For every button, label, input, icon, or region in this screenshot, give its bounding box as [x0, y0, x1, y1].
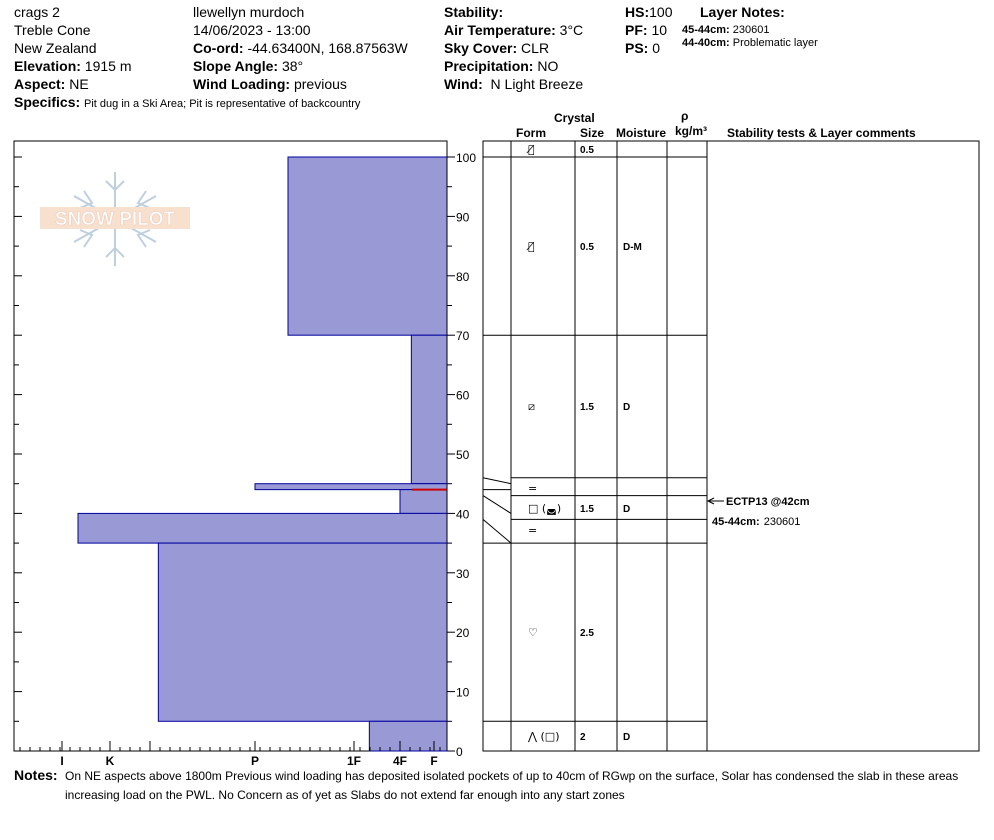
aspect-label: Aspect: — [14, 76, 66, 92]
hardness-tick-label: P — [250, 754, 260, 768]
snowpilot-logo — [40, 172, 190, 266]
hardness-bar — [158, 543, 447, 721]
depth-tick-label: 60 — [456, 388, 470, 403]
windload-label: Wind Loading: — [193, 76, 291, 92]
notes-label: Notes: — [14, 767, 58, 783]
sky-label: Sky Cover: — [444, 40, 518, 56]
precip-value: NO — [537, 58, 559, 74]
precip-label: Precipitation: — [444, 58, 534, 74]
slope-value: 38° — [281, 58, 304, 74]
hardness-bars — [78, 157, 447, 751]
hs-value: 100 — [649, 4, 673, 20]
specifics-value: Pit dug in a Ski Area; Pit is representative of backcountry — [84, 98, 361, 110]
depth-tick-label: 40 — [456, 507, 470, 522]
form-header: Form — [516, 126, 546, 140]
windload-value: previous — [293, 76, 347, 92]
hardness-bar — [411, 335, 447, 484]
table-row-lines — [483, 157, 707, 721]
moisture-header: Moisture — [616, 126, 667, 140]
moisture: D — [623, 402, 631, 413]
elevation-label: Elevation: — [14, 58, 81, 74]
layer-note-text: Problematic layer — [732, 37, 818, 49]
aspect-value: NE — [69, 76, 89, 92]
country: New Zealand — [14, 40, 97, 56]
moisture: D — [623, 732, 631, 743]
layer-comment-range: 45-44cm: — [712, 516, 760, 528]
size-header: Size — [580, 126, 605, 140]
wind-value: N Light Breeze — [490, 76, 584, 92]
hs-label: HS: — [625, 4, 650, 20]
hardness-bar — [400, 490, 447, 514]
hardness-bar — [369, 721, 447, 751]
depth-tick-label: 90 — [456, 210, 470, 225]
coord-label: Co-ord: — [193, 40, 244, 56]
moisture: D — [623, 504, 631, 515]
depth-tick-label: 70 — [456, 329, 470, 344]
layer-comment — [712, 516, 800, 528]
ps-value: 0 — [652, 40, 661, 56]
pf-label: PF: — [625, 22, 648, 38]
sky-value: CLR — [521, 40, 550, 56]
airtemp-label: Air Temperature: — [444, 22, 556, 38]
grain-size: 1.5 — [580, 504, 594, 515]
specifics-label: Specifics: — [14, 94, 81, 110]
pf-value: 10 — [651, 22, 668, 38]
grain-form-icon: ⦿̸ — [528, 240, 535, 253]
stability-test: ECTP13 @42cm — [726, 496, 810, 508]
hardness-bar — [78, 513, 447, 543]
layer-note-range: 44-40cm: — [682, 37, 730, 49]
crystal-header: Crystal — [554, 111, 595, 125]
stability-test-marker — [708, 496, 810, 508]
grain-size: 1.5 — [580, 402, 594, 413]
coord-value: -44.63400N, 168.87563W — [247, 40, 408, 56]
comments-header: Stability tests & Layer comments — [727, 126, 916, 140]
layer-comment-text: 230601 — [763, 516, 801, 528]
table-connector — [483, 496, 511, 514]
depth-tick-label: 100 — [456, 151, 477, 165]
grain-form-icon: ⧄ — [528, 400, 535, 413]
hardness-tick-label: 4F — [392, 754, 408, 768]
ps-label: PS: — [625, 40, 649, 56]
grain-size: 0.5 — [580, 242, 594, 253]
airtemp-value: 3°C — [559, 22, 584, 38]
area-name: Treble Cone — [14, 22, 91, 38]
grain-form-icon: □ (◛) — [528, 502, 562, 515]
grain-form-icon: ♡ — [528, 626, 538, 639]
grain-size: 2 — [580, 732, 586, 743]
observer: llewellyn murdoch — [193, 4, 305, 20]
stability-label: Stability: — [444, 4, 504, 20]
depth-tick-label: 20 — [456, 626, 470, 641]
layer-note-text: 230601 — [732, 24, 770, 36]
hardness-tick-label: 1F — [346, 754, 362, 768]
table-columns — [511, 141, 707, 751]
rho-header: ρ — [681, 109, 689, 123]
table-rows — [526, 143, 642, 743]
grain-size: 2.5 — [580, 628, 594, 639]
hardness-tick-label: K — [105, 754, 115, 768]
hardness-tick-label: I — [60, 754, 64, 768]
table-connector — [483, 519, 511, 543]
depth-tick-label: 0 — [456, 745, 463, 759]
layer-notes-label: Layer Notes: — [700, 4, 785, 20]
grain-size: 0.5 — [580, 145, 594, 156]
depth-tick-label: 50 — [456, 448, 470, 462]
pit-name: crags 2 — [14, 4, 60, 20]
moisture: D-M — [623, 242, 642, 253]
depth-tick-label: 30 — [456, 566, 470, 581]
logo-text: SNOW PILOT — [54, 209, 176, 230]
grain-form-icon: = — [528, 524, 538, 537]
notes-text: On NE aspects above 1800m Previous wind loading has deposited isolated pockets of up to 40cm of RGwp on the surface, Solar has condensed the slab in these areas increasing load on the PWL. No Concern as of yet as Slabs do not extend far enough into any start zones — [65, 769, 959, 802]
table-connector — [483, 478, 511, 484]
slope-label: Slope Angle: — [193, 58, 279, 74]
layer-table-frame — [483, 141, 979, 751]
elevation-value: 1915 m — [84, 58, 132, 74]
layer-note-range: 45-44cm: — [682, 24, 730, 36]
depth-tick-label: 10 — [456, 685, 470, 700]
grain-form-icon: ⋀ (□) — [528, 730, 560, 743]
wind-label: Wind: — [444, 76, 483, 92]
depth-tick-label: 80 — [456, 269, 470, 284]
hardness-bar — [288, 157, 447, 335]
grain-form-icon: ⦿̸ — [528, 143, 535, 156]
grain-form-icon: = — [528, 482, 538, 495]
density-unit-header: kg/m³ — [675, 124, 708, 138]
hardness-tick-label: F — [430, 754, 438, 768]
date-time: 14/06/2023 - 13:00 — [193, 22, 311, 38]
